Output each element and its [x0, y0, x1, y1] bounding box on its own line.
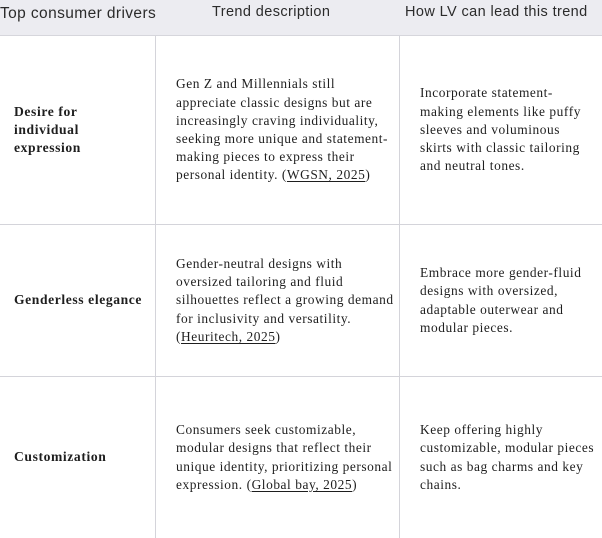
trend-description: [176, 421, 394, 494]
trend-close: ): [352, 476, 358, 492]
lead-text: Embrace more gender-fluid designs with oversized, adaptable outerwear and modular pieces.: [420, 265, 582, 335]
header-how-lv-can-lead: How LV can lead this trend: [405, 4, 588, 20]
trend-cell: [176, 377, 394, 538]
table-header: [0, 0, 602, 36]
trend-text: Gen Z and Millennials still appreciate classic designs but are increasingly craving individuality, seeking more unique and statement-making pieces to express their personal identity. (: [176, 76, 389, 183]
trend-cell: [176, 225, 394, 376]
lead-cell: [420, 225, 596, 376]
source-link-wgsn[interactable]: WGSN, 2025: [286, 167, 366, 183]
driver-label: Desire for individual expression: [14, 103, 81, 156]
table-row: [0, 225, 602, 377]
source-link-global-bay[interactable]: Global bay, 2025: [251, 476, 353, 492]
driver-cell: [14, 377, 146, 538]
driver-label: Customization: [14, 449, 107, 465]
driver-label: Genderless elegance: [14, 292, 143, 308]
header-trend-description: Trend description: [212, 4, 331, 20]
trend-description: [176, 75, 394, 184]
trend-close: ): [365, 167, 371, 183]
driver-cell: [14, 36, 146, 224]
lead-text: Keep offering highly customizable, modular pieces such as bag charms and key chains.: [420, 422, 595, 492]
header-top-consumer-drivers: Top consumer drivers: [0, 5, 157, 22]
driver-cell: [14, 225, 146, 376]
table-row: [0, 377, 602, 538]
trend-close: ): [275, 328, 281, 344]
lead-text: Incorporate statement-making elements like puffy sleeves and voluminous skirts with classic tailoring and neutral tones.: [420, 85, 581, 174]
lead-cell: [420, 377, 596, 538]
lead-cell: [420, 36, 596, 224]
table-row: [0, 36, 602, 225]
trend-text: Consumers seek customizable, modular designs that reflect their unique identity, prioritizing personal expression. (: [176, 422, 393, 492]
source-link-heuritech[interactable]: Heuritech, 2025: [181, 328, 276, 344]
trend-text: Gender-neutral designs with oversized tailoring and fluid silhouettes reflect a growing demand for inclusivity and versatility. (: [176, 255, 394, 344]
trend-description: [176, 255, 394, 346]
trend-cell: [176, 36, 394, 224]
